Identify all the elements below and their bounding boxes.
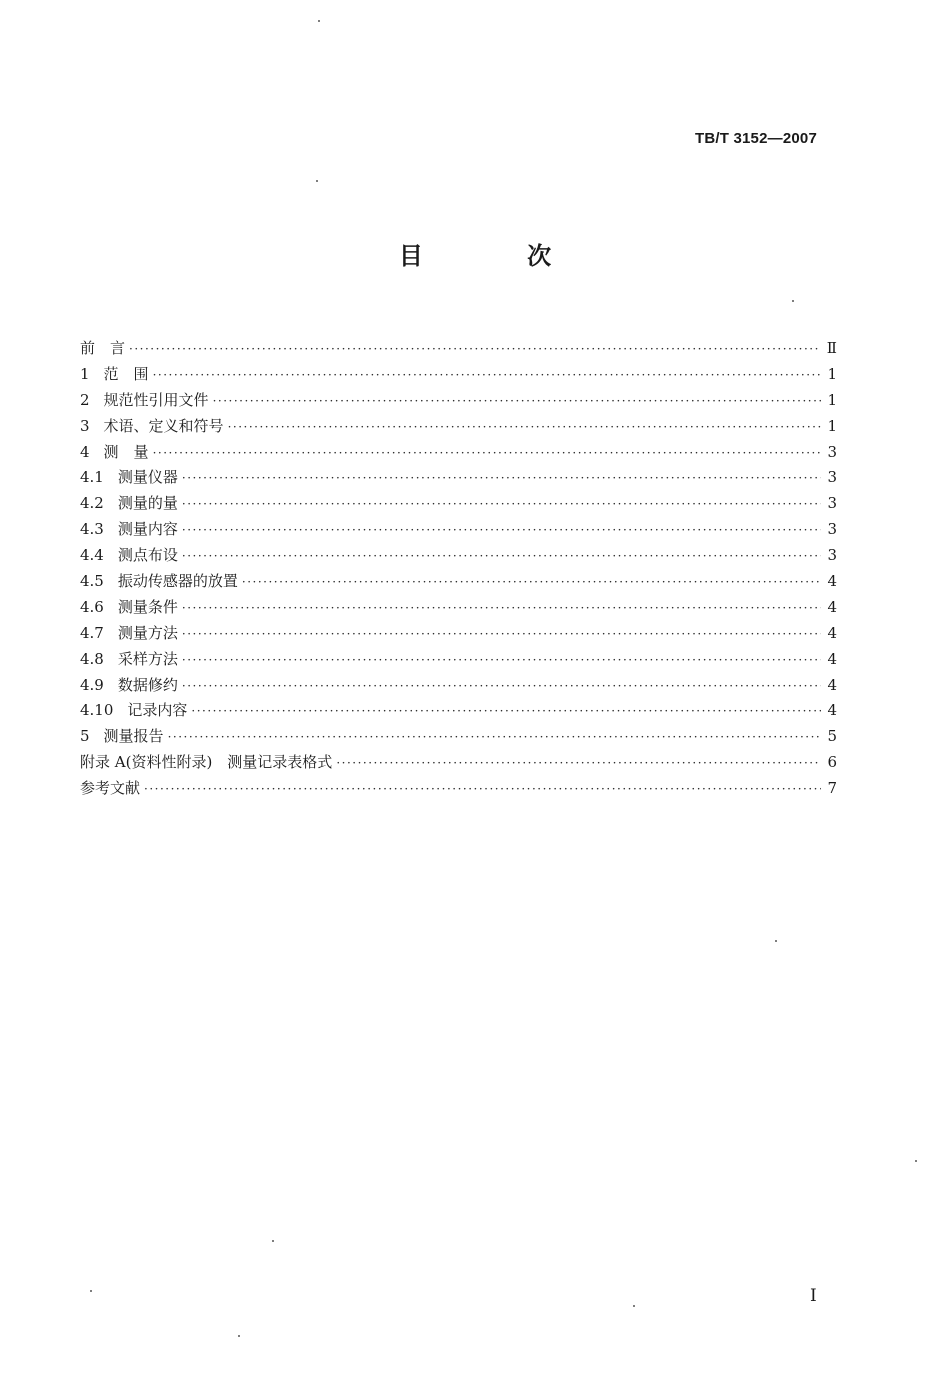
toc-entry-title: 数据修约	[117, 675, 178, 694]
toc-entry-label	[80, 441, 149, 462]
toc-entry	[80, 363, 837, 389]
toc-entry-label	[80, 337, 125, 358]
toc-entry-title: 参考文献	[80, 779, 141, 798]
toc-entry-page: 7	[827, 779, 837, 798]
toc-entry-number: 4.2	[80, 494, 104, 513]
toc-title: 目 次	[398, 242, 600, 270]
toc-leader-dots	[182, 679, 821, 693]
toc-entry-page: 1	[827, 390, 837, 409]
toc-leader-dots	[168, 730, 821, 744]
scan-speck	[272, 1240, 274, 1242]
toc-entry-page: 3	[827, 494, 837, 513]
toc-entry-number: 4.10	[80, 701, 114, 720]
toc-leader-dots	[153, 446, 821, 460]
toc-entry-label	[80, 492, 178, 513]
toc-leader-dots	[228, 420, 821, 434]
toc-entry-title: 测点布设	[117, 546, 178, 565]
toc-leader-dots	[129, 342, 821, 356]
toc-entry	[80, 751, 837, 777]
toc-entry-number: 4.6	[80, 597, 104, 616]
toc-entry-title: 术语、定义和符号	[103, 416, 224, 435]
toc-entry	[80, 596, 837, 622]
toc-leader-dots	[144, 782, 821, 796]
table-of-contents	[80, 337, 837, 803]
toc-entry-label	[80, 415, 224, 436]
toc-entry-label	[80, 544, 178, 565]
toc-entry-number: 5	[80, 727, 90, 746]
toc-leader-dots	[182, 549, 821, 563]
toc-entry-title: 范 围	[103, 364, 149, 383]
scan-speck	[792, 300, 794, 302]
toc-entry-page: 4	[827, 649, 837, 668]
toc-leader-dots	[182, 523, 821, 537]
toc-entry-label	[80, 699, 187, 720]
toc-entry-page: 5	[827, 727, 837, 746]
toc-entry	[80, 337, 837, 363]
toc-entry	[80, 648, 837, 674]
toc-entry-label	[80, 648, 178, 669]
toc-entry-number: 4.8	[80, 649, 104, 668]
toc-entry	[80, 389, 837, 415]
toc-entry-page: 3	[827, 546, 837, 565]
toc-entry-label	[80, 466, 178, 487]
toc-entry-page: 1	[827, 364, 837, 383]
toc-entry-label	[80, 674, 178, 695]
toc-entry-number: 3	[80, 416, 90, 435]
toc-leader-dots	[336, 756, 821, 770]
toc-entry-label	[80, 751, 332, 772]
toc-entry-number: 4	[80, 442, 90, 461]
toc-entry-page: 4	[827, 701, 837, 720]
toc-entry	[80, 544, 837, 570]
scan-speck	[633, 1305, 635, 1307]
toc-entry	[80, 466, 837, 492]
toc-leader-dots	[182, 471, 821, 485]
scan-speck	[318, 20, 320, 22]
scan-speck	[238, 1335, 240, 1337]
toc-entry-title: 测量的量	[117, 494, 178, 513]
toc-entry-number: 4.3	[80, 520, 104, 539]
toc-entry-title: 测量条件	[117, 597, 178, 616]
toc-entry	[80, 699, 837, 725]
toc-entry-title: 测量内容	[117, 520, 178, 539]
toc-entry-page: 1	[827, 416, 837, 435]
toc-entry-page: 3	[827, 442, 837, 461]
toc-entry-title: 测量仪器	[117, 468, 178, 487]
toc-leader-dots	[182, 601, 821, 615]
toc-entry-label	[80, 725, 164, 746]
toc-entry-number: 4.5	[80, 572, 104, 591]
toc-leader-dots	[242, 575, 821, 589]
toc-entry-page: 3	[827, 468, 837, 487]
toc-entry-title: 规范性引用文件	[103, 390, 209, 409]
toc-entry	[80, 570, 837, 596]
toc-entry-number: 1	[80, 364, 90, 383]
toc-entry-number: 2	[80, 390, 90, 409]
toc-entry	[80, 492, 837, 518]
toc-entry-number: 4.7	[80, 623, 104, 642]
toc-entry-title: 采样方法	[117, 649, 178, 668]
toc-entry-number: 4.4	[80, 546, 104, 565]
standard-code: TB/T 3152—2007	[694, 130, 817, 147]
scan-speck	[316, 180, 318, 182]
toc-entry-label	[80, 777, 140, 798]
toc-entry-page: 4	[827, 597, 837, 616]
toc-entry	[80, 777, 837, 803]
toc-leader-dots	[213, 394, 821, 408]
toc-entry-title: 记录内容	[127, 701, 188, 720]
toc-entry-page: Ⅱ	[826, 339, 837, 357]
toc-entry-title: 测量方法	[117, 623, 178, 642]
toc-leader-dots	[153, 368, 821, 382]
toc-entry-number: 4.1	[80, 468, 104, 487]
toc-leader-dots	[182, 627, 821, 641]
toc-entry-page: 4	[827, 572, 837, 591]
toc-entry-title: 测 量	[103, 442, 149, 461]
toc-entry-label	[80, 622, 178, 643]
toc-entry-label	[80, 518, 178, 539]
toc-entry-page: 4	[827, 623, 837, 642]
toc-entry-title: 前 言	[80, 339, 126, 357]
toc-entry-title: 测量报告	[103, 727, 164, 746]
toc-entry-page: 4	[827, 675, 837, 694]
toc-entry-label	[80, 389, 209, 410]
toc-leader-dots	[191, 704, 821, 718]
toc-entry	[80, 441, 837, 467]
toc-entry-label	[80, 596, 178, 617]
toc-entry-label	[80, 570, 238, 591]
scan-speck	[775, 940, 777, 942]
toc-entry-page: 3	[827, 520, 837, 539]
page-number: I	[810, 1286, 817, 1306]
toc-entry-page: 6	[827, 753, 837, 772]
scan-speck	[90, 1290, 92, 1292]
toc-leader-dots	[182, 653, 821, 667]
toc-entry	[80, 674, 837, 700]
toc-entry	[80, 725, 837, 751]
scan-speck	[915, 1160, 917, 1162]
toc-entry-title: 振动传感器的放置	[117, 572, 238, 591]
toc-entry-label	[80, 363, 149, 384]
toc-leader-dots	[182, 497, 821, 511]
toc-entry	[80, 415, 837, 441]
toc-entry	[80, 622, 837, 648]
toc-entry-number: 4.9	[80, 675, 104, 694]
toc-entry	[80, 518, 837, 544]
toc-entry-title: 附录 A(资料性附录) 测量记录表格式	[80, 753, 333, 772]
